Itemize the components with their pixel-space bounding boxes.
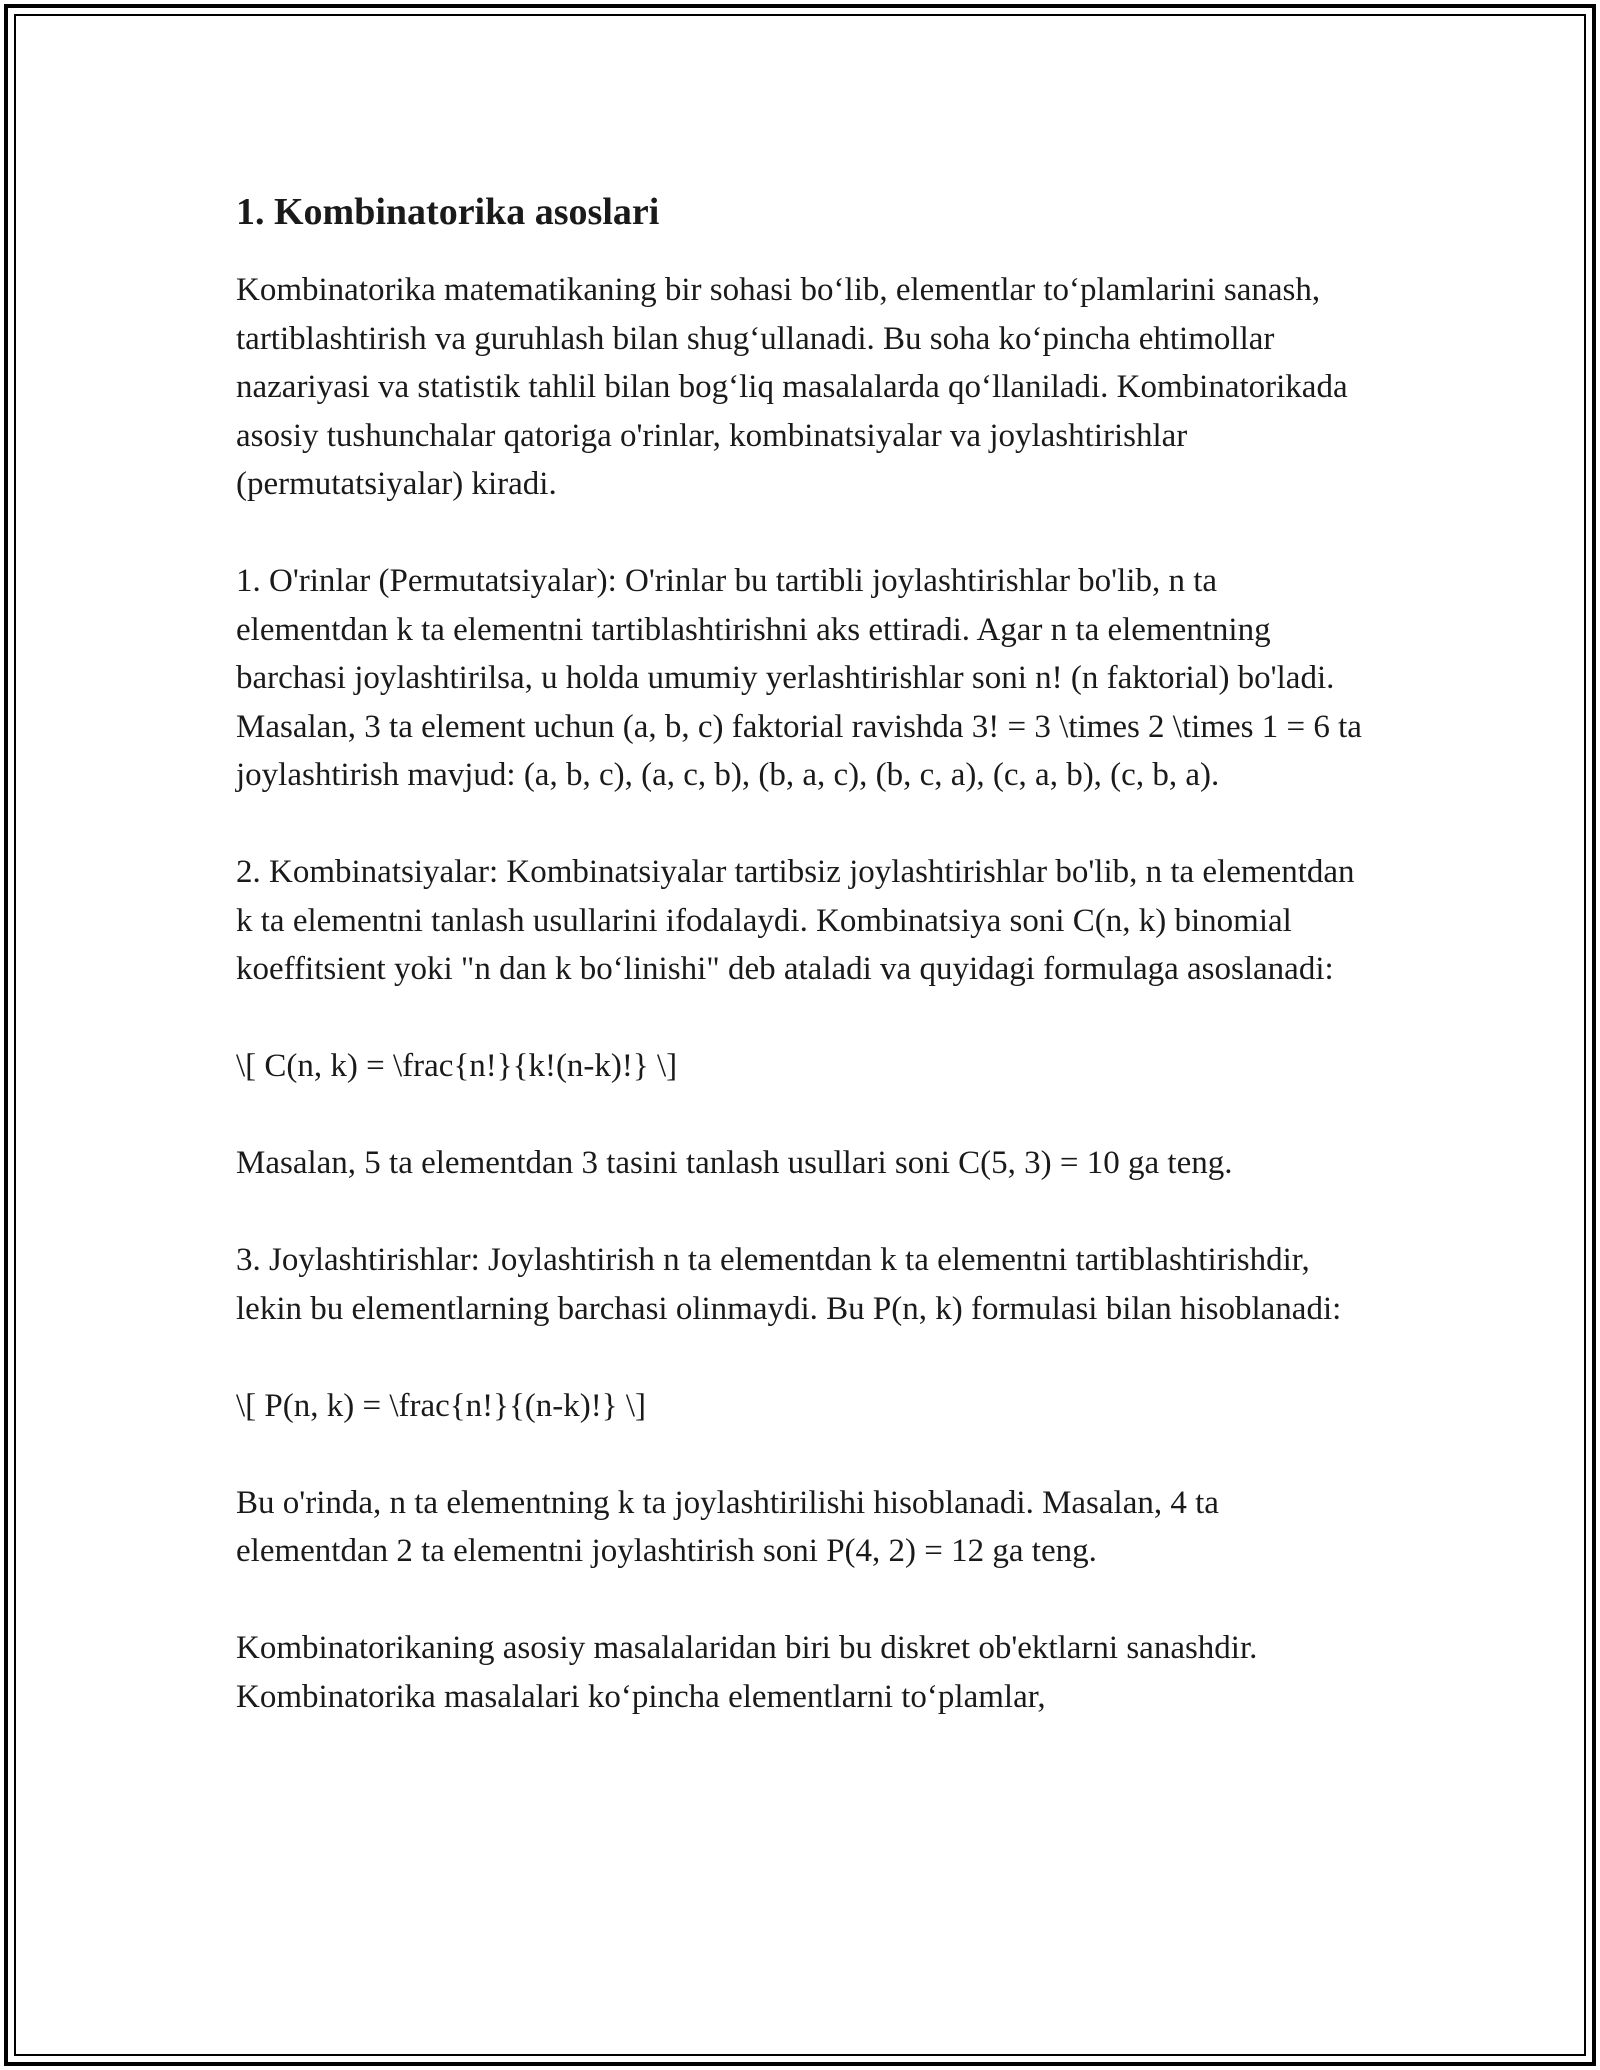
paragraph-permutations: 1. O'rinlar (Permutatsiyalar): O'rinlar bu tartibli joylashtirishlar bo'lib, n ta elementdan k ta elementni tartiblashtirishni aks ettiradi. Agar n ta elementning barchasi joylashtirilsa, u holda umumiy yerlashtirishlar soni n! (n faktorial) bo'ladi. Masalan, 3 ta element uchun (a, b, c) faktorial ravishda 3! = 3 \times 2 \times 1 = 6 ta joylashtirish mavjud: (a, b, c), (a, c, b), (b, a, c), (b, c, a), (c, a, b), (c, b, a). — [236, 563, 1362, 793]
document-body — [236, 186, 1376, 1721]
paragraph-closing: Kombinatorikaning asosiy masalalaridan biri bu diskret ob'ektlarni sanashdir. Kombinatorika masalalari ko‘pincha elementlarni to‘plamlar, — [236, 1630, 1258, 1715]
paragraph-arrangements: 3. Joylashtirishlar: Joylashtirish n ta elementdan k ta elementni tartiblashtirishdir, lekin bu elementlarning barchasi olinmaydi. Bu P(n, k) formulasi bilan hisoblanadi: — [236, 1242, 1342, 1327]
paragraph-combinations-example: Masalan, 5 ta elementdan 3 tasini tanlash usullari soni C(5, 3) = 10 ga teng. — [236, 1145, 1233, 1181]
formula-arrangements: \[ P(n, k) = \frac{n!}{(n-k)!} \] — [236, 1387, 647, 1424]
paragraph-intro: Kombinatorika matematikaning bir sohasi bo‘lib, elementlar to‘plamlarini sanash, tartiblashtirish va guruhlash bilan shug‘ullanadi. Bu soha ko‘pincha ehtimollar nazariyasi va statistik tahlil bilan bog‘liq masalalarda qo‘llaniladi. Kombinatorikada asosiy tushunchalar qatoriga o'rinlar, kombinatsiyalar va joylashtirishlar (permutatsiyalar) kiradi. — [236, 272, 1348, 502]
section-heading: 1. Kombinatorika asoslari — [236, 191, 660, 233]
paragraph-combinations: 2. Kombinatsiyalar: Kombinatsiyalar tartibsiz joylashtirishlar bo'lib, n ta elementdan k ta elementni tanlash usullarini ifodalaydi. Kombinatsiya soni C(n, k) binomial koeffitsient yoki "n dan k bo‘linishi" deb ataladi va quyidagi formulaga asoslanadi: — [236, 854, 1355, 987]
formula-combinations: \[ C(n, k) = \frac{n!}{k!(n-k)!} \] — [236, 1048, 678, 1084]
paragraph-arrangements-example: Bu o'rinda, n ta elementning k ta joylashtirilishi hisoblanadi. Masalan, 4 ta elementdan 2 ta elementni joylashtirish soni P(4, 2) = 12 ga teng. — [236, 1484, 1219, 1569]
